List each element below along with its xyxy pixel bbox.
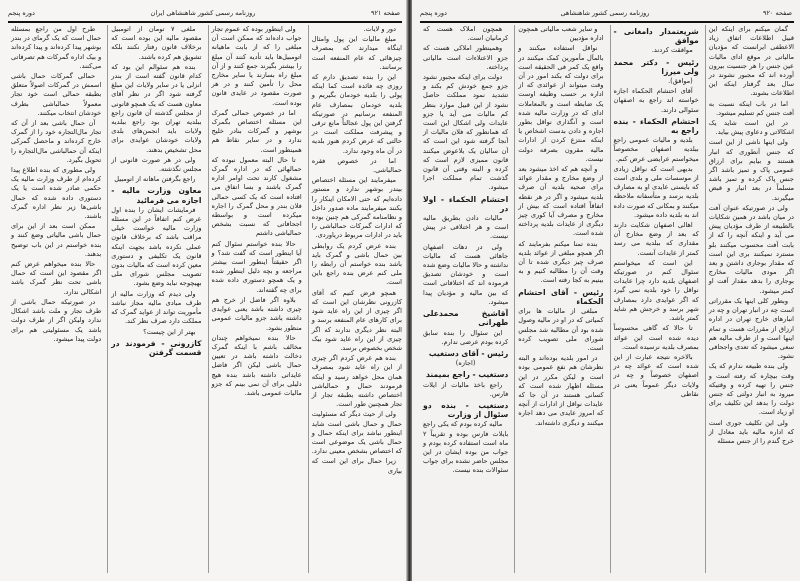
paragraph: بلاوه اگر فاضل از خرج هم چیزی داشته باشد یعنی عوایدی داشته باشد جزو مالیات عمومی منظور بشود. xyxy=(211,295,302,332)
paragraph: آن حمال باشی بعد از آن که تجار مال‌التجاره خود را از گمرک خارج کرده‌اند و ماحصل گمرکی اینکه آن حمالباشی مال‌التجاره را تحویل بگیرد. xyxy=(11,119,102,164)
paragraph: وهمینطور املاکی هست که جزو الاعتلاءات است مالیاتی پرداخته. xyxy=(423,44,509,71)
paragraph: در این است شاید یک اشکالاتی و دعاوی پیش بیاید. xyxy=(708,119,794,137)
paragraph: ملغی ۷ تومان از اتومبیل مقصود مالیه این بوده است که برخلاف قانون رفتار نکنند بلکه تشویق هم کرده باشند. xyxy=(111,25,202,61)
text-column xyxy=(8,25,101,573)
paragraph: ولی مطوری که بنده اطلاع پیدا کرده‌ام از طرف وزارت مالیه یک حکمی صادر شده است یا یک دستوری داده شده که حمال باشی‌ها زیر نظر اداره گمرک باشند. xyxy=(11,166,102,221)
text-column xyxy=(420,25,508,573)
paragraph: این را بنده تصدیق دارم که روزی چه فائده است کما اینکه پولی را بلدیه خودمان بگیریم و بلدیه خودمان بمصارف عام المنفعه برسانیم در صورتیکه گرفتن این پول عجالتاً مانع ترقی و پیشرفت مملکت است در حالتی که عرض کردم هنوز بلدیه در آن ماه وجود ندارد. xyxy=(311,73,402,155)
paragraph: ولی در هر صورت قانونی از مجلس نگذشته. xyxy=(111,155,202,174)
page-header xyxy=(420,6,792,20)
text-column xyxy=(514,25,603,573)
paragraph: دولت برای اینکه مجبور نشود جزو جمع خودش کم بکند و تشدید نمود مملکت حاصل نشود از این قبیل موارد بنظر کم مالیات می آید یا جزو عایدات ولی اشکال این است که همانطور که فلان مالیات از آنجا گرفته شود این است که آن سالیان یک بلاعوض میکنند قانون ممیزی لازم است که کرده و البته وقتی آن قانون گذشت تمام مملکت اجرا میشود. xyxy=(423,73,509,192)
speaker-heading: آقاشیخ محمدعلی طهرانی xyxy=(423,309,509,328)
paragraph: تا حال البته معمول نبوده که حمالهائی که در اداره گمرک مشغول کارند تحت اوامر اداره گمرک باشند و بسا اتفاق می افتاده است که یک کسی حمالی فلان بندر و محل گمرک را اجاره میکرده است و بواسطه اجحافاتی که نسبت بشخص حمالباشی داشتم xyxy=(211,155,302,238)
paragraph: مبلغی از مالیات ها برای کمیاتی که در او در مالیه وصول شده بود آن مطالبه شد مجلس شورای ملی تصویب کرده است. xyxy=(518,307,604,352)
page-number: صفحه ۹۲۰ xyxy=(762,9,792,17)
paragraph: بنده هم سئوالم این بود که کدام قانون گفته است از بندر انزلی یا در سایر ولایات این مبلغ گرفته شود اگر در نظر آقای معاون هست که یک همچو قانونی از مجلس گذشته آن قانون راجع ببلدیه تهران بود راجع ببلدیه ولایات باید انجمن‌های بلدی ولایات خودشان عوایدی برای محل تشخیص بدهند. xyxy=(111,62,202,154)
paragraph: ولی از حیث دیگر که مسئولیت حمال و حمال باشی است شاید اینطور نباشد برای اینکه حمال و حمال باشی یک موضوعی است که اختصاص بشخص معینی ندارد. xyxy=(311,410,402,456)
paragraph: نواقل استفاده میکنند و بالمآل مأمورین کمک میکنند در واقع یک کمر فی الحقیقه است برای دولت که بکند امور در آن وقت میتواند از عوائدی که از اداره بر حسب وظیفه اوست یک ضابطه است و بالمعاملات ادای که در وزارت مالیه شده است و آنگذاری نواقل بطور اجاره و دادن بدست اشخاص یا اینکه منتزع کردن از ادارات مالیه مقرون بصرفه دولت نیست. xyxy=(518,44,604,163)
paragraph: بالاخره نتیجه عبارت از این شده است که عوائد چه در اصفهان خصوصاً و چه در ولایات دیگر عموماً یعنی در نقاطی xyxy=(613,352,699,398)
paragraph: راجع باخذ مالیات از ایلات فارس. xyxy=(423,380,509,398)
paragraph: بنده تمنا میکنم بفرمایند که اگر همچو مبلغی از عوائد بلدیه صرف چیز دیگری شده تا آن وقت آن را مطالبه کنیم و به بینیم به کجا رفته است. xyxy=(518,239,604,285)
paragraph: تا حالا که گاهی محسوساً دیده شده است این عوائد بمصرف بلدیه نرسیده است. xyxy=(613,324,699,351)
paragraph: همچون املاک هست که کرمانیان است. xyxy=(423,25,509,43)
paragraph: مبلغ مالیات این پول وامثال اینگاه میدارند که بمصرف چیزهائی که عام المنفعه است برسانند. xyxy=(311,35,402,71)
speaker-heading: کازرونی - فرمودند در قسمت گرفتن xyxy=(111,338,202,357)
speaker-heading: دستغیب - بنده دو سئوال از وزارت xyxy=(423,400,509,420)
paragraph: این است که میخواستم سئوال کنم در صورتیکه اصفهان بلدیه دارد چرا عایدات نواقل را خود بلدیه نمی گیرد که اگر عوایدی دارد بمصارف شهر برسد و خرجش هم شاید کمتر باشد. xyxy=(613,258,699,323)
text-columns xyxy=(8,25,402,573)
paragraph: ولی دیدم که وزارت مالیه از طرف مبادی مالیه مجاز نباشد مأموریت تواند از عواید گمرک که مملکت دارد صرف نظر کند. xyxy=(111,289,202,326)
speaker-heading: احتشام الحکماء - اولا در xyxy=(423,194,509,213)
paragraph: ولی در دهات اصفهان جاهائی هست که مالیات نداشته و حالا مالیات وضع شده است و خودشان تصدیق فرموده اند که اختلافاتی است که بین مالیه و مؤدیان پیدا میشود. xyxy=(423,242,509,306)
paragraph: بنده هم عرض کردم اگر چیزی از این راه عاید شود بمصرف همان محل خواهد رسید و اینکه فرمودند حمال و حمالباشی اختصاص داشته بطبقه تجار از تجار همچنین طور است. xyxy=(311,354,402,409)
paragraph: (موافق). xyxy=(668,77,693,86)
paragraph: راجع بگرفتن ماهانه از اتومبیل xyxy=(114,175,196,184)
paragraph: بدیهی است که نواقل زیادی از موسسات ملی و بلدی است که بایستی عایدی او به مصارف بلدیه برسد و متأسفانه ملاحظه میکنند و بمکانی که صورت داده اند به بلدیه داده میشود. xyxy=(613,164,699,219)
paragraph: و سایر شعب مالیاتی همچون اداره مؤدیین xyxy=(518,25,604,43)
paragraph: ولی اینها ناشی از این است که جنس آنطوری که انبار هستند و بیایم برای ارزاق عمومی پاک و تمیز باشد اگر جنس پاک کرده و تمیز باشد مسلماً در بعد انبار و قبض میگیرند. xyxy=(708,138,794,202)
paragraph: حالا بنده نمیخواهم چندان مخالف باشم با اینکه گمرک دخالت داشته باشد در تعیین حمال باشی لیکن اگر فاضل عایداتی داشته باشد بنده هیچ دلیلی برای آن نمی بینم که جزو مالیات عمومی باشد. xyxy=(211,333,302,397)
paragraph: فرمایشات ایشان را بنده اول عرض کنم اتفاقاً در این مسئله وزارت مالیه خواست خیلی مراقب باشد که برخلاف قانون عملی نکرده باشد بجهت اینکه قانون یک تکلیفی و دستوری معین کرده است که مالیات بدون تصویب مجلس شورای ملی بهیچوجه نباید وضع بشود. xyxy=(111,205,202,288)
text-column xyxy=(705,25,794,573)
paragraph: ولی بنده طبیعه ندارم که یک وقت بیچاره که رفته است و جنس را تهیه کرده و وقتیکه میرود به انبار دولتی که جنس دولت را بدهد این تکلیف برای او زیاد است. xyxy=(708,362,794,417)
period-label: دوره پنجم xyxy=(8,9,35,17)
paragraph: اما در خصوص فقره حمالباشی. xyxy=(311,156,402,175)
header-rule xyxy=(420,21,794,23)
speaker-heading: رئیس - دکتر محمد ولی میرزا xyxy=(613,57,699,76)
paragraph: اما در باب اینکه نسبت به آفت جنس کم تسلیم میشود. xyxy=(708,99,794,117)
paragraph: اهالی اصفهان شکایت دارند که بعد از وضع مخارج آن مقداری که ببلدیه می رسد کمتر از عایدات آنست. xyxy=(613,221,699,257)
header-rule xyxy=(8,21,402,23)
paragraph: ولی اینطور بوده که عموم تجار جواب داده‌اند که ممکن است آن مبلغی را که از بابت ماهیانه اتومبیل‌ها باید تأدیه کنند آن مبلغ را بیشتر بگیرند جمع کنند و از آن مبلغ راه بسازند یا سایر مخارج محل را تأمین کنند و در هر صورت مقصود در عایدی قانون بوده است. xyxy=(211,25,302,107)
paragraph: زیرا حمال برای این است که بیاری xyxy=(311,457,402,475)
text-columns xyxy=(420,25,794,573)
paragraph: طرح اول من راجع بمسئله حمال است که یک گرمای در بندر بوشهر پیدا کرده‌اند و پیدا کرده‌اند و بیک اداره گمرکات هم تصرفاتی می‌کنند. xyxy=(11,25,102,70)
paragraph: گمان میکنم برای اینکه این قبیل اطلاعات اتفاق زیاد الاعطفی ایرانست که مؤدیان مالیاتی در موقع ادای مالیات عین جنس را هر جنسیت بیرون آورده اند که مجبور نشوند در سال بعد گرفتار اینکه این اطلاعات بشوند. xyxy=(708,25,794,98)
text-column xyxy=(208,25,302,573)
paragraph: بهتر از این چیست؟ xyxy=(143,327,196,336)
paragraph: (اجازه) xyxy=(455,359,476,368)
paragraph: مالیات دادن بطریق مالیه است و هر اختلافی در پیش نیست. xyxy=(423,214,509,241)
paragraph: اما در خصوص حمالی گمرک این مسئله اختصاص بگمرک بوشهر و گمرکات بنادر خلیج ندارد و در سایر نقاط هم همینطور است. xyxy=(211,108,302,154)
newspaper-title: روزنامه رسمی کشور شاهنشاهی ایران xyxy=(150,9,256,17)
speaker-heading: رئیس - آقای احتشام الحکماء xyxy=(518,287,604,306)
speaker-heading: دستغیب - راجع بمیمند xyxy=(426,370,509,380)
paragraph: ولی این تکلیف جوری است که اداره مالیه باید معادل از خرج گندم را از جنس مسئله xyxy=(708,418,794,445)
page-number: صفحه ۹۲۱ xyxy=(370,9,400,17)
speaker-heading: شریعتمدار دامغانی - موافق xyxy=(613,27,699,46)
speaker-heading: معاون وزارت مالیه - اجازه می فرمائید xyxy=(111,186,202,205)
speaker-heading: احتشام الحکماء - بنده راجع به xyxy=(613,116,699,136)
paragraph: ولی در صورتیکه عنوان آفت در میان باشد در همین شکایات بالطبیعه از طرف مؤدیان پیش می آید و اینکه آنچه را که از بابت آفت محسوب میکنند بلو مسترد نمیکنند بری این است که مقدار بوجاری داشتن و بعد اگر مودی مالیات مخارج بوجاری را بدهد مقدار آفت او کمتر میشود. xyxy=(708,203,794,295)
paragraph: در امور بلدیه بوده‌اند و البته نظرشان هم نفع عمومی بوده است و لیکن مکرر در این مسئله اظهار شده است که کسانی هستند در آن جا که عایدات نواقل از ادارات از آنچه که امروز عایدی می دهد اجاره میکنند و دیگری داشته‌اند. xyxy=(518,354,604,427)
paragraph: مالیه کرده بودم که یکی راجع بایلات فارس بوده و تقریباً ۲ ماه است استفاده کرده بودم و جواب من بوده ایشان در این مجلس حاضر نشده برای جواب سئوالات بنده نیست. xyxy=(423,420,509,475)
paragraph: بنده عرض کردم یک روابطی بین حمال باشی و گمرک باید باشد بنده خواستم آن رابطه را ملی کنم عرض بنده راجع باین است. xyxy=(311,241,402,287)
paragraph: آقای احتشام الحکماء اجازه خواسته اند راجع به اصفهان سئوالی دارند. xyxy=(613,87,699,114)
paragraph: حمالی گمرکات حمال باشی اسمش در گمرکات اصولاً متعلق بطبقه حمالی است خود تجار معمولاً حمالباشی بطرف خودشان انتخاب میکنند. xyxy=(11,72,102,117)
page-header xyxy=(8,6,400,20)
speaker-heading: رئیس - آقای دستغیب xyxy=(428,348,509,358)
newspaper-title: روزنامه رسمی کشور شاهنشاهی xyxy=(560,9,650,17)
newspaper-page-right xyxy=(412,0,800,581)
paragraph: وبطور کلی اینها یک مقرراتی است چه در انبار تهران و چه در انبارهای خارج تهران در اداره ارزاق از مقررات هست و تمام اینها است و از طرف مالیه هم سعی میشود که تعدی واجحافی نشود. xyxy=(708,296,794,361)
text-column xyxy=(308,25,402,573)
paragraph: موافقت کردند. xyxy=(651,46,693,55)
paragraph: بلدیه و مالیات عمومی راجع ببلدیه اصفهان مخصوصاً میخواستم عرایضی عرض کنم. xyxy=(613,136,699,163)
paragraph: میفرمایند این مسئله اختصاص بیندر بوشهر ندارد و مستور داده‌ایم که حتی الامکان اینکار را بکنند میفرمایند ماده صدور داخل و نظامنامه گمرکی هم چنین بوده که ادارات گمرکات حمالباشی را باید در ادارات مربوط دریاوردی. xyxy=(311,176,402,240)
paragraph: حالا بنده میخواهم عرض کنم اگر مقصود این است که حمال باشی تحت نظر گمرک باشد اشکالی ندارد. xyxy=(11,260,102,296)
paragraph: حالا بنده خواستم سئوال کنم آیا اینطور است که گفت شد؟ و اگر حقیقتاً اینطور است بیشتر مراجعه و بچه دلیل اینطور شده و یک همچو دستوری داده شده برای چه گفته‌اند. xyxy=(211,239,302,294)
text-column xyxy=(610,25,699,573)
text-column xyxy=(107,25,201,573)
paragraph: دور و لایات. xyxy=(363,25,396,33)
paragraph: این سئوال را بنده سابق کرده بودم عرضی ندارم. xyxy=(423,328,509,346)
paragraph: ممکن است بعد از این برای حمال باشی مالیاتی وضع کنند و بنده خواستم در این باب توضیح بدهند. xyxy=(11,222,102,258)
paragraph: همچو فرض کنیم که آقای کازرونی نظرشان این است که اگر چیزی از این راه عاید شود برای کارهای عام المنفعه برسد و البته نظر دیگری ندارند که اگر چیزی از این راه عاید شود بیک شخص بخصوص برسد. xyxy=(311,288,402,352)
paragraph: و آنچه هم که اخذ میشود بعد از وضع مخارج و مقدار عوائد برای صحیه بلدیه آن صرف بلدیه میشود و اگر در هر نقطه اتفاقاً افتاده است که بیش از مخارج و مصرف آیا کوری چیز دیگری از عایدات بلدیه پرداخته شده است. xyxy=(518,165,604,238)
paragraph: در صورتیکه حمال باشی از طرف تجار و ملت باشد اشکال ندارد ولیکن اگر از طرف دولت باشد یک مسئولیتی هم برای دولت پیدا میشود. xyxy=(11,297,102,343)
period-label: دوره پنجم xyxy=(420,9,447,17)
